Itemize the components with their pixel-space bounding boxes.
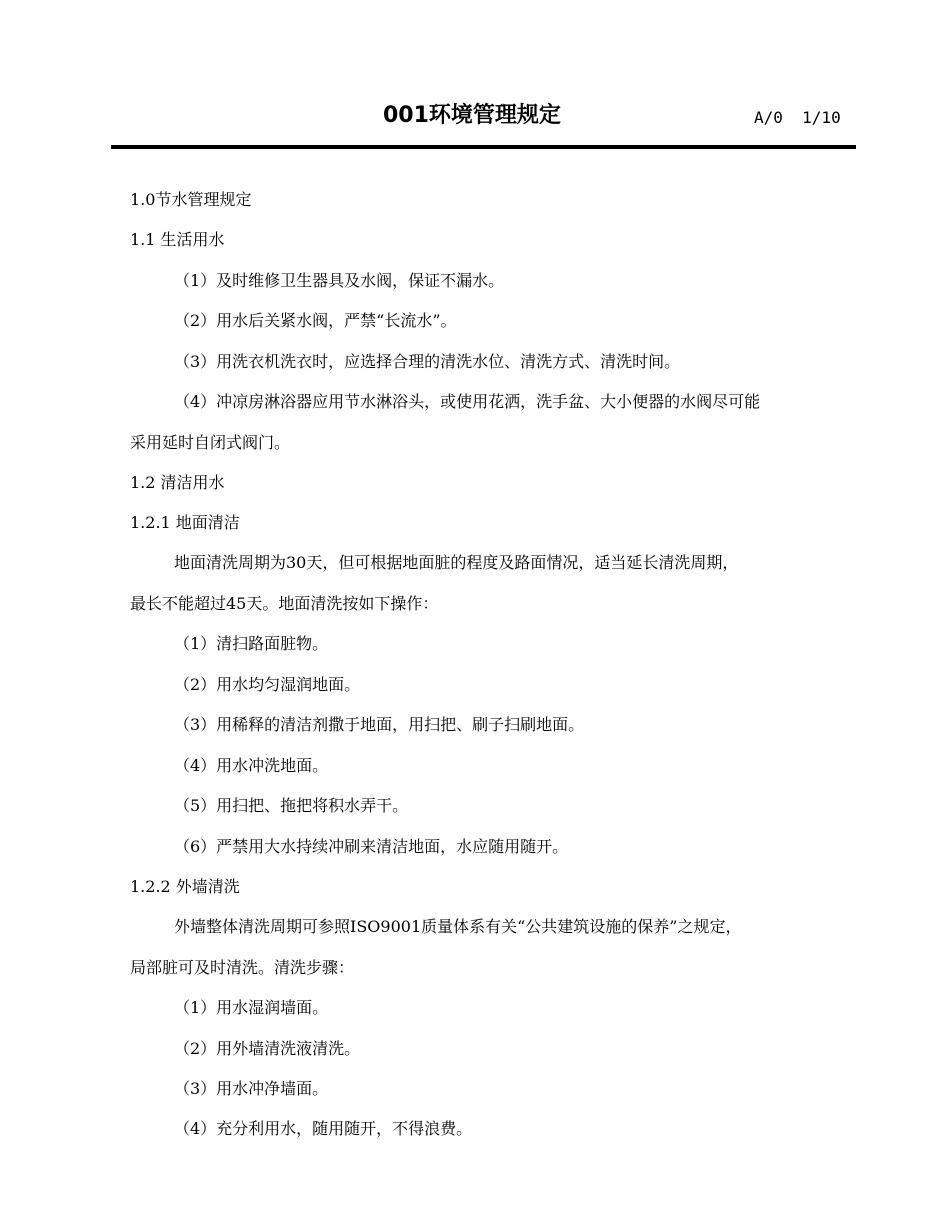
section-heading: 1.2 清洁用水 (130, 473, 225, 492)
section-heading: 1.0节水管理规定 (130, 190, 252, 209)
document-title: 001环境管理规定 (383, 103, 561, 128)
list-item: （5）用扫把、拖把将积水弄干。 (174, 796, 409, 815)
list-item: （1）及时维修卫生器具及水阀，保证不漏水。 (174, 271, 505, 290)
subsection-heading: 1.2.1 地面清洁 (130, 513, 240, 532)
paragraph-line: 地面清洗周期为30天，但可根据地面脏的程度及路面情况，适当延长清洗周期， (174, 553, 739, 572)
list-item: （2）用水后关紧水阀，严禁“长流水”。 (174, 311, 457, 330)
list-item: （1）用水湿润墙面。 (174, 998, 329, 1017)
list-item: （2）用外墙清洗液清洗。 (174, 1039, 361, 1058)
list-item: （1）清扫路面脏物。 (174, 634, 329, 653)
document-code: A/0 1/10 (754, 108, 841, 127)
list-item: （4）冲凉房淋浴器应用节水淋浴头，或使用花洒，洗手盆、大小便器的水阀尽可能 (174, 392, 761, 411)
list-item: （3）用洗衣机洗衣时，应选择合理的清洗水位、清洗方式、清洗时间。 (174, 352, 681, 371)
paragraph-line: 最长不能超过45天。地面清洗按如下操作： (130, 594, 439, 613)
list-item: （6）严禁用大水持续冲刷来清洁地面，水应随用随开。 (174, 837, 569, 856)
paragraph-line: 外墙整体清洗周期可参照ISO9001质量体系有关“公共建筑设施的保养”之规定， (174, 917, 742, 936)
list-item: （4）用水冲洗地面。 (174, 756, 329, 775)
list-item-continuation: 采用延时自闭式阀门。 (130, 433, 291, 452)
list-item: （2）用水均匀湿润地面。 (174, 675, 361, 694)
section-heading: 1.1 生活用水 (130, 230, 225, 249)
list-item: （3）用稀释的清洁剂撒于地面，用扫把、刷子扫刷地面。 (174, 715, 585, 734)
list-item: （3）用水冲净墙面。 (174, 1079, 329, 1098)
paragraph-line: 局部脏可及时清洗。清洗步骤： (130, 958, 355, 977)
subsection-heading: 1.2.2 外墙清洗 (130, 877, 240, 896)
list-item: （4）充分利用水，随用随开，不得浪费。 (174, 1119, 473, 1138)
header-divider (111, 145, 856, 149)
